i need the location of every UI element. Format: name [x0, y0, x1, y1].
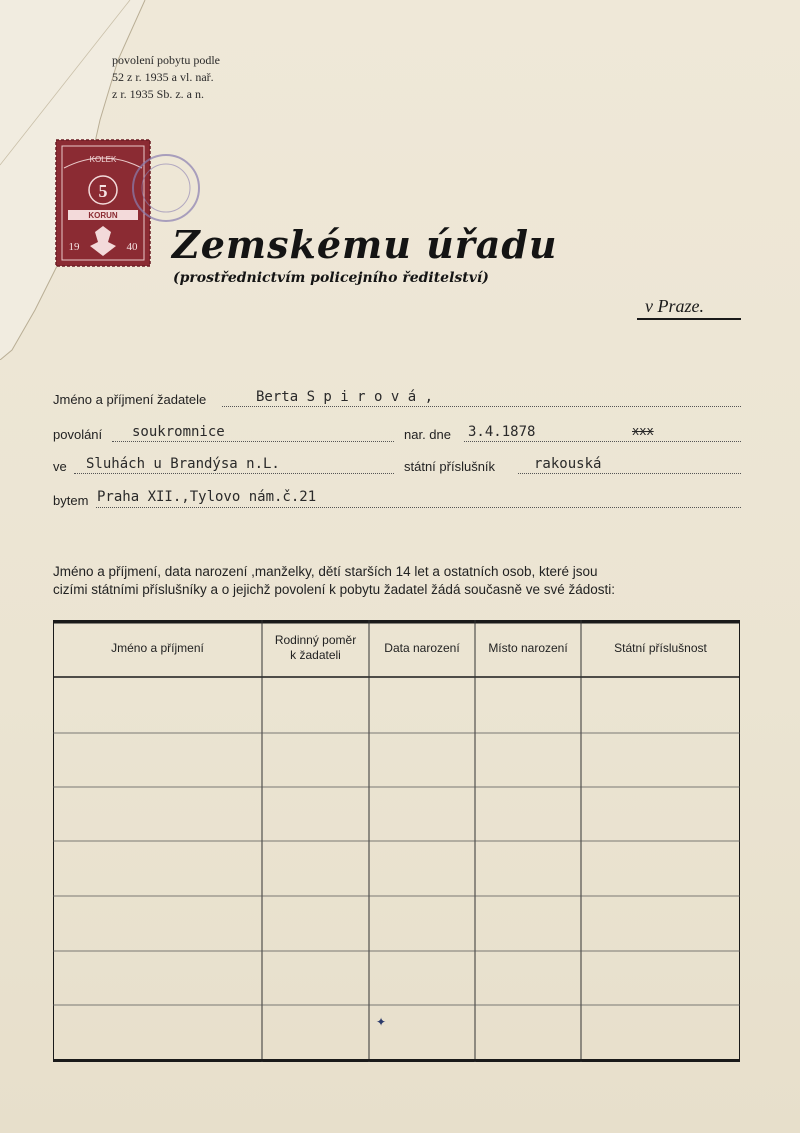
header-note-line-2: 52 z r. 1935 a vl. nař. — [112, 70, 214, 84]
birth-date-label: nar. dne — [404, 427, 451, 442]
applicant-name-value: Berta S p i r o v á , — [256, 389, 434, 405]
occupation-line — [112, 441, 394, 442]
instructions-paragraph — [53, 563, 743, 599]
citizenship-line — [518, 473, 741, 474]
column-header-name — [53, 641, 262, 656]
citizenship-label: státní příslušník — [404, 459, 496, 474]
stamp-value: 5 — [98, 181, 108, 201]
column-header-relation-line-1: Rodinný poměr — [274, 633, 357, 647]
occupation-value: soukromnice — [132, 424, 225, 440]
page-subtitle: (prostřednictvím policejního ředitelství) — [173, 270, 489, 286]
birth-date-value: 3.4.1878 — [468, 424, 536, 440]
stamp-currency: KORUN — [88, 211, 118, 220]
page-title: Zemskému úřadu — [172, 222, 558, 267]
stamp-top-text: KOLEK — [89, 155, 117, 164]
column-header-birthplace-line: Místo narození — [488, 641, 568, 655]
birthplace-label: ve — [53, 459, 67, 474]
place-underline — [637, 318, 741, 320]
header-note-line-3: z r. 1935 Sb. z. a n. — [112, 87, 204, 101]
header-note — [112, 52, 220, 103]
column-header-citizenship — [581, 641, 740, 656]
official-seal — [130, 152, 202, 224]
residence-value: Praha XII.,Tylovo nám.č.21 — [97, 489, 317, 505]
birth-date-struck: xxx — [632, 424, 654, 438]
stamp-year-left: 19 — [68, 241, 80, 253]
instructions-line-2: cizími státními příslušníky a o jejichž povolení k pobytu žadatel žádá současně ve své žádosti: — [53, 582, 616, 597]
stamp-year-right: 40 — [126, 241, 138, 253]
column-header-relation — [262, 633, 369, 663]
place-heading: v Praze. — [645, 296, 704, 316]
applicant-name-label: Jméno a příjmení žadatele — [53, 392, 207, 407]
ink-mark: ✦ — [376, 1015, 387, 1029]
residence-label: bytem — [53, 493, 89, 508]
column-header-relation-line-2: k žadateli — [290, 648, 341, 662]
birthplace-line — [74, 473, 394, 474]
birthplace-value: Sluhách u Brandýsa n.L. — [86, 456, 280, 472]
birth-date-line — [464, 441, 741, 442]
column-header-citizenship-line: Státní příslušnost — [614, 641, 707, 655]
column-header-birth-date — [369, 641, 475, 656]
header-note-line-1: povolení pobytu podle — [112, 53, 220, 67]
column-header-birth-date-line: Data narození — [384, 641, 460, 655]
residence-line — [96, 507, 741, 508]
column-header-name-line: Jméno a příjmení — [111, 641, 204, 655]
family-members-table — [53, 620, 740, 1062]
citizenship-value: rakouská — [534, 456, 602, 472]
column-header-birthplace — [475, 641, 581, 656]
occupation-label: povolání — [53, 427, 103, 442]
instructions-line-1: Jméno a příjmení, data narození ,manželky, dětí starších 14 let a ostatních osob, které jsou — [53, 564, 598, 579]
applicant-name-line — [222, 406, 741, 407]
